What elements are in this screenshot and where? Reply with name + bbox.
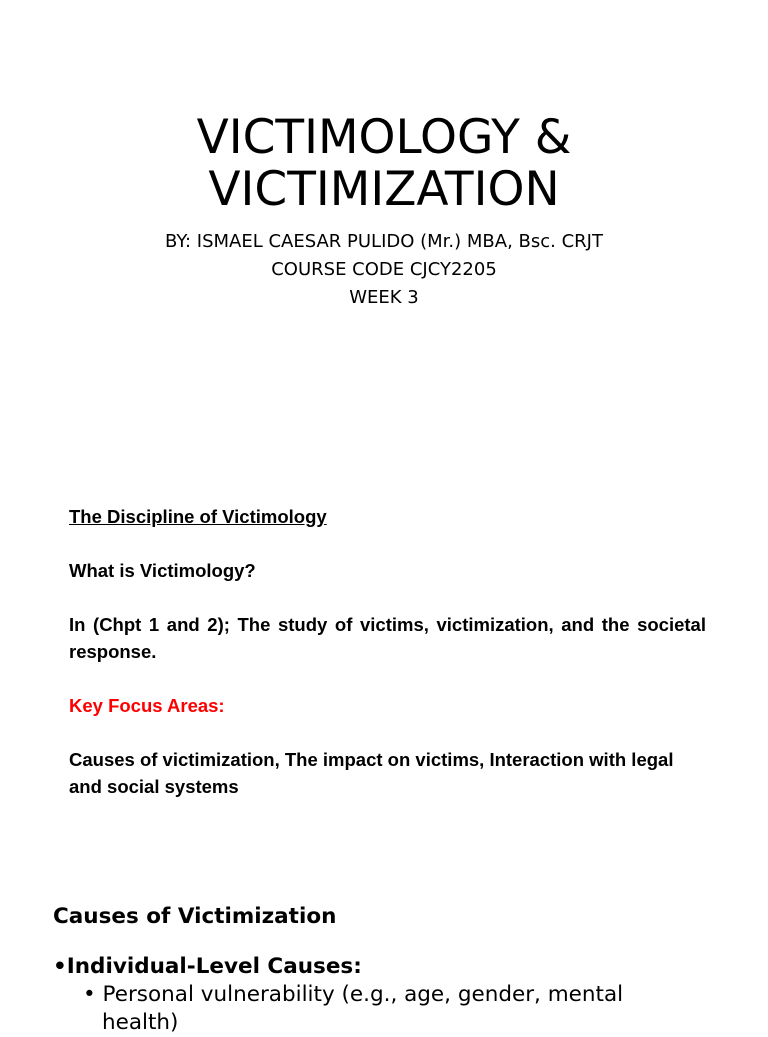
discipline-section	[69, 503, 706, 827]
slide-title	[0, 112, 768, 216]
list-item	[53, 953, 693, 981]
title-line-2: VICTIMIZATION	[208, 162, 560, 217]
causes-list	[53, 953, 693, 1037]
definition-text: In (Chpt 1 and 2); The study of victims, victimization, and the societal response.	[69, 614, 706, 662]
week-line: WEEK 3	[349, 287, 419, 308]
bullet-icon: •	[53, 954, 67, 979]
key-focus-text: Causes of victimization, The impact on victims, Interaction with legal and social systems	[69, 749, 674, 797]
list-item-label: Personal vulnerability (e.g., age, gender, mental health)	[102, 982, 624, 1035]
author-line: BY: ISMAEL CAESAR PULIDO (Mr.) MBA, Bsc. CRJT	[165, 231, 603, 252]
course-code-line: COURSE CODE CJCY2205	[271, 259, 497, 280]
section-heading: The Discipline of Victimology	[69, 506, 327, 527]
question-text: What is Victimology?	[69, 560, 256, 581]
list-item	[72, 981, 693, 1037]
slide-subtitle	[0, 228, 768, 312]
title-line-1: VICTIMOLOGY &	[196, 110, 572, 165]
list-item-label: Individual-Level Causes:	[66, 954, 362, 979]
causes-heading: Causes of Victimization	[53, 904, 337, 929]
key-focus-label: Key Focus Areas:	[69, 695, 225, 716]
bullet-icon: •	[83, 982, 103, 1007]
